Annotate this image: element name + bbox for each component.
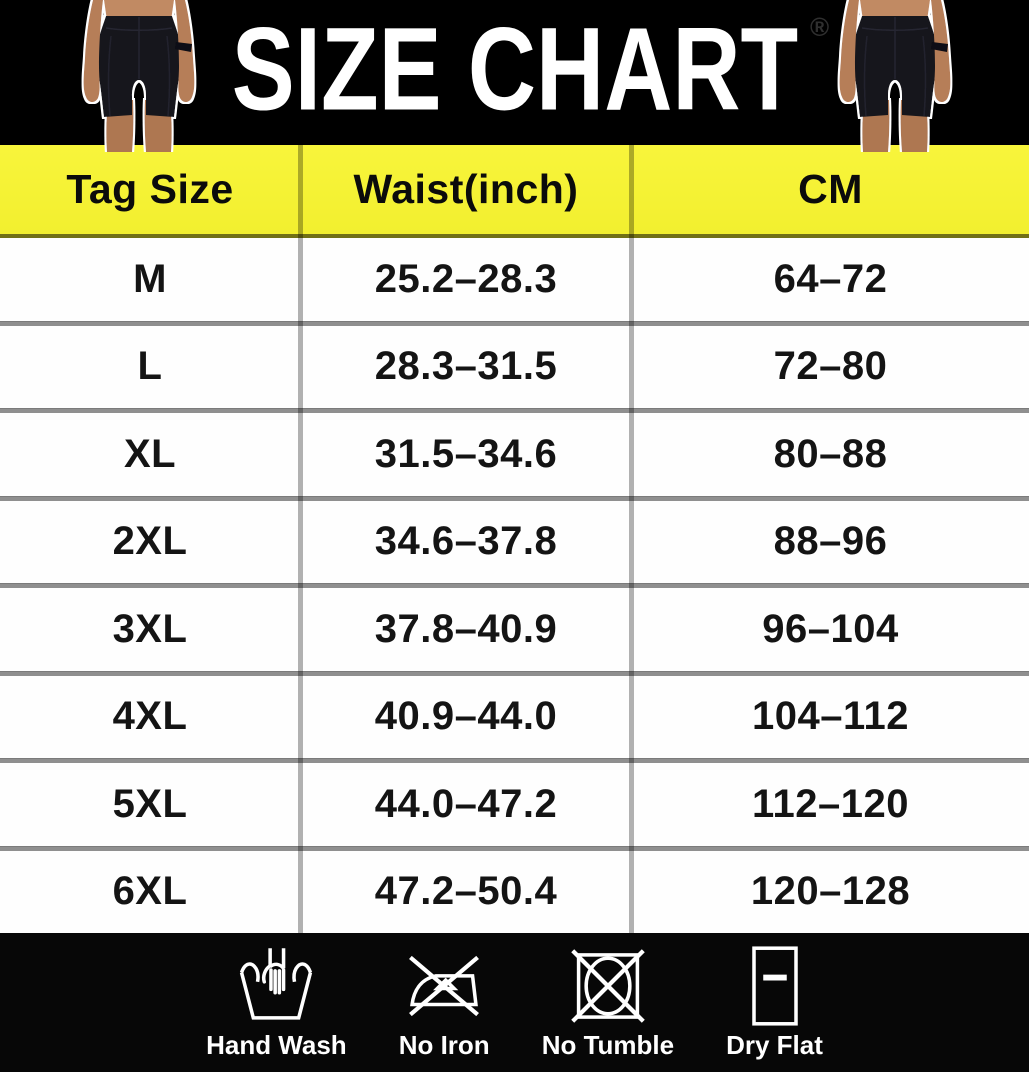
registered-trademark-symbol: ®: [810, 12, 830, 42]
table-row: [0, 326, 1029, 409]
care-instructions-bar: [0, 933, 1029, 1072]
care-item-dry-flat: [726, 944, 823, 1060]
table-row: [0, 763, 1029, 846]
cell-cm: 64–72: [773, 256, 888, 301]
cell-cm: 104–112: [751, 694, 909, 739]
care-label: Hand Wash: [206, 1030, 347, 1060]
no-iron-icon: [402, 944, 486, 1028]
table-row: [0, 501, 1029, 584]
cell-tag-size: L: [137, 344, 163, 389]
cell-cm: 96–104: [762, 606, 899, 651]
cell-tag-size: 4XL: [112, 694, 188, 739]
column-divider: [629, 145, 634, 933]
column-divider: [298, 145, 303, 933]
table-row: [0, 676, 1029, 759]
cell-waist-inch: 34.6–37.8: [374, 519, 558, 564]
cell-cm: 80–88: [773, 431, 888, 476]
page-title: SIZE CHART: [231, 2, 798, 135]
care-label: No Tumble: [541, 1030, 675, 1060]
size-table: [0, 145, 1029, 933]
hand-wash-icon: [234, 944, 318, 1028]
care-item-no-tumble: [542, 944, 674, 1060]
column-header-cm: CM: [798, 166, 863, 212]
cell-waist-inch: 44.0–47.2: [374, 781, 558, 826]
table-row: [0, 413, 1029, 496]
cell-waist-inch: 37.8–40.9: [374, 606, 558, 651]
cell-waist-inch: 25.2–28.3: [374, 256, 558, 301]
care-label: No Iron: [398, 1030, 490, 1060]
column-header-tag-size: Tag Size: [66, 166, 234, 212]
cell-waist-inch: 47.2–50.4: [374, 869, 558, 914]
cell-tag-size: 5XL: [112, 781, 188, 826]
cell-tag-size: 2XL: [112, 519, 188, 564]
cell-cm: 88–96: [773, 519, 888, 564]
cell-cm: 112–120: [751, 781, 909, 826]
care-item-no-iron: [399, 944, 490, 1060]
banner: [0, 0, 1029, 145]
cell-waist-inch: 31.5–34.6: [374, 431, 558, 476]
cell-tag-size: 3XL: [112, 606, 188, 651]
column-header-waist-inch: Waist(inch): [353, 166, 579, 212]
dry-flat-icon: [733, 944, 817, 1028]
care-item-hand-wash: [206, 944, 347, 1060]
cell-waist-inch: 28.3–31.5: [374, 344, 558, 389]
table-row: [0, 238, 1029, 321]
cell-waist-inch: 40.9–44.0: [374, 694, 558, 739]
table-body: [0, 238, 1029, 933]
cell-tag-size: 6XL: [112, 869, 188, 914]
cell-tag-size: XL: [123, 431, 177, 476]
no-tumble-icon: [566, 944, 650, 1028]
cell-cm: 120–128: [750, 869, 911, 914]
care-label: Dry Flat: [726, 1030, 823, 1060]
cell-cm: 72–80: [773, 344, 888, 389]
model-photo-left: [64, 0, 214, 152]
table-header-row: [0, 145, 1029, 238]
model-photo-right: [820, 0, 970, 152]
table-row: [0, 851, 1029, 934]
table-row: [0, 588, 1029, 671]
cell-tag-size: M: [133, 256, 167, 301]
